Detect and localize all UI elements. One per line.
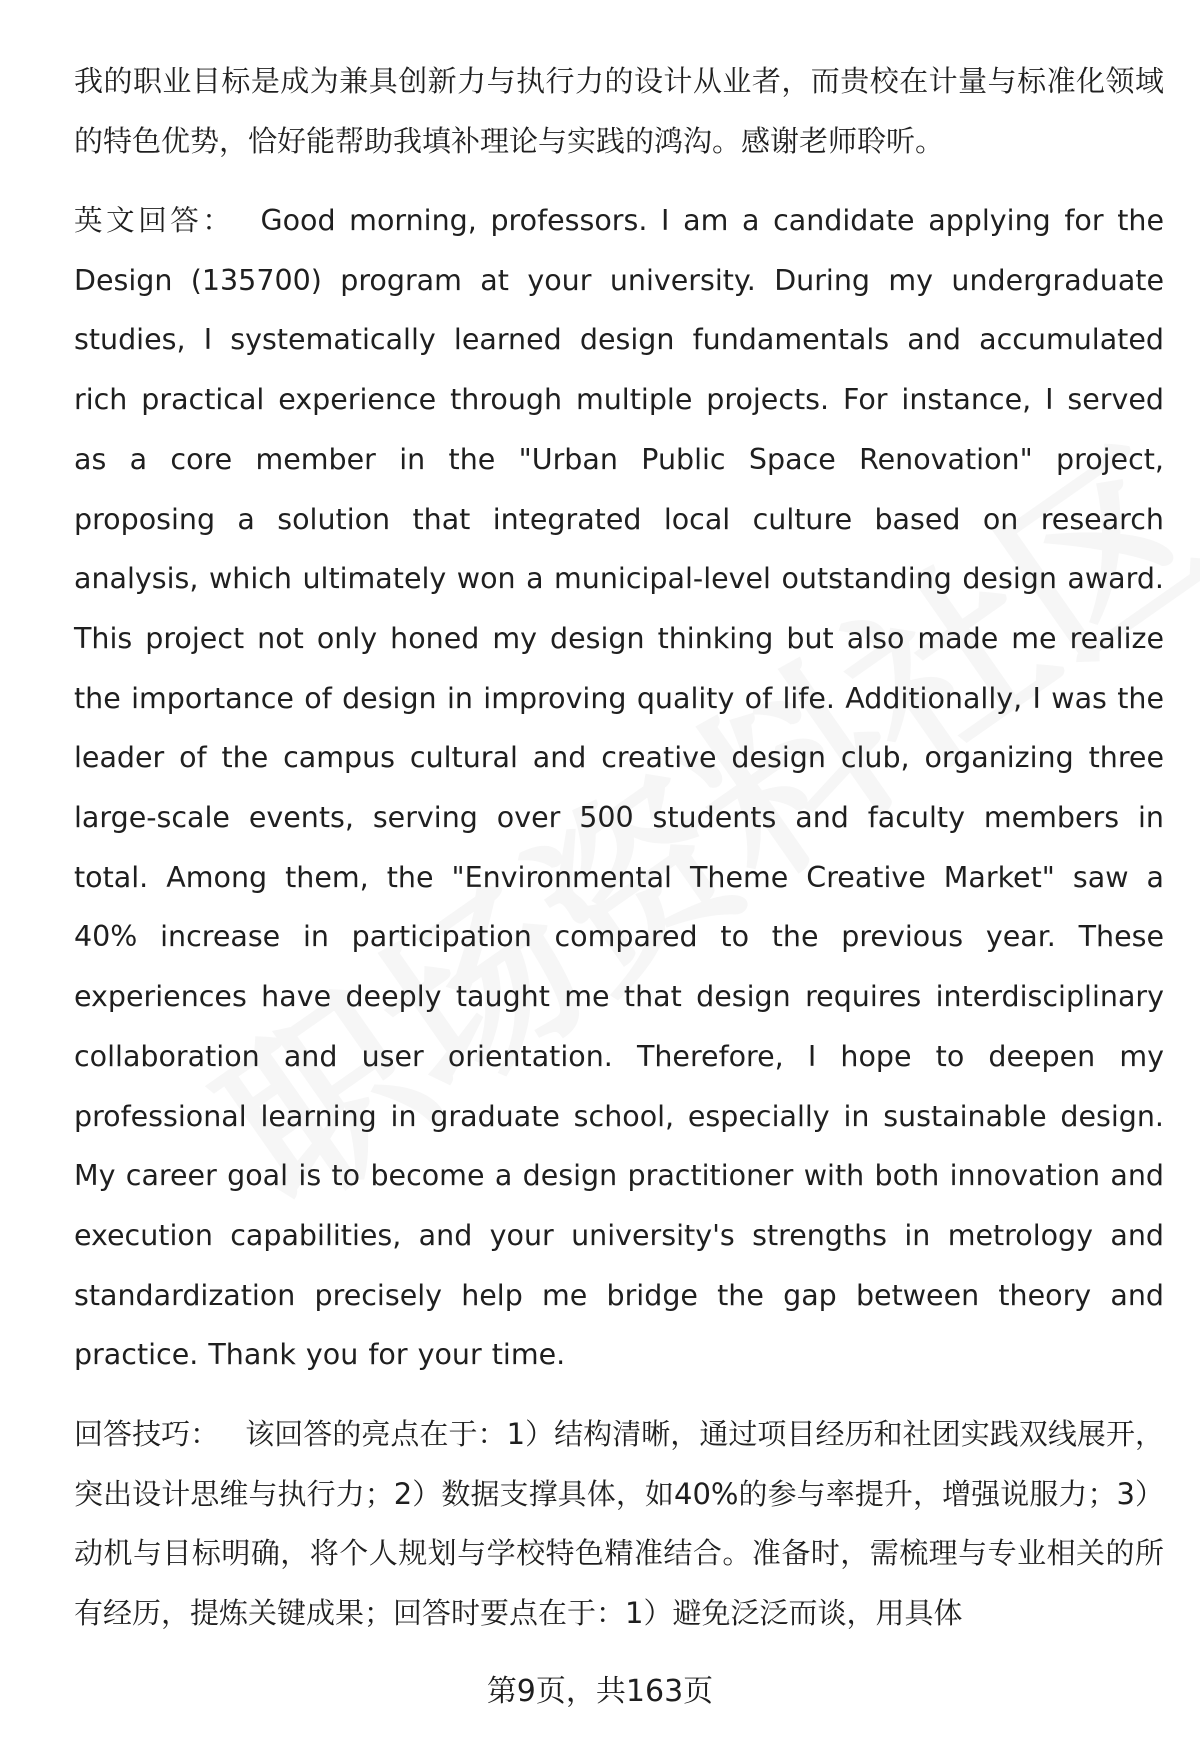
english-answer-paragraph bbox=[74, 191, 1164, 1385]
english-answer-text: Good morning, professors. I am a candidate applying for the Design (135700) program at your university. During my undergraduate studies, I systematically learned design fundamentals and accumulated rich practical experience through multiple projects. For instance, I served as a core member in the "Urban Public Space Renovation" project, proposing a solution that integrated local culture based on research analysis, which ultimately won a municipal-level outstanding design award. This project not only honed my design thinking but also made me realize the importance of design in improving quality of life. Additionally, I was the leader of the campus cultural and creative design club, organizing three large-scale events, serving over 500 students and faculty members in total. Among them, the "Environmental Theme Creative Market" saw a 40% increase in participation compared to the previous year. These experiences have deeply taught me that design requires interdisciplinary collaboration and user orientation. Therefore, I hope to deepen my professional learning in graduate school, especially in sustainable design. My career goal is to become a design practitioner with both innovation and execution capabilities, and your university's strengths in metrology and standardization precisely help me bridge the gap between theory and practice. Thank you for your time. bbox=[74, 204, 1164, 1372]
intro-paragraph: 我的职业目标是成为兼具创新力与执行力的设计从业者，而贵校在计量与标准化领域的特色优势，恰好能帮助我填补理论与实践的鸿沟。感谢老师聆听。 bbox=[74, 64, 1164, 158]
document-body bbox=[74, 52, 1164, 1643]
page-number-footer: 第9页，共163页 bbox=[486, 1674, 714, 1709]
tips-paragraph bbox=[74, 1405, 1164, 1643]
english-answer-label: 英文回答： bbox=[74, 204, 235, 237]
tips-text: 该回答的亮点在于：1）结构清晰，通过项目经历和社团实践双线展开，突出设计思维与执行力；2）数据支撑具体，如40%的参与率提升，增强说服力；3）动机与目标明确，将个人规划与学校特色精准结合。准备时，需梳理与专业相关的所有经历，提炼关键成果；回答时要点在于：1）避免泛泛而谈，用具体 bbox=[74, 1417, 1164, 1630]
tips-label: 回答技巧： bbox=[74, 1417, 220, 1452]
